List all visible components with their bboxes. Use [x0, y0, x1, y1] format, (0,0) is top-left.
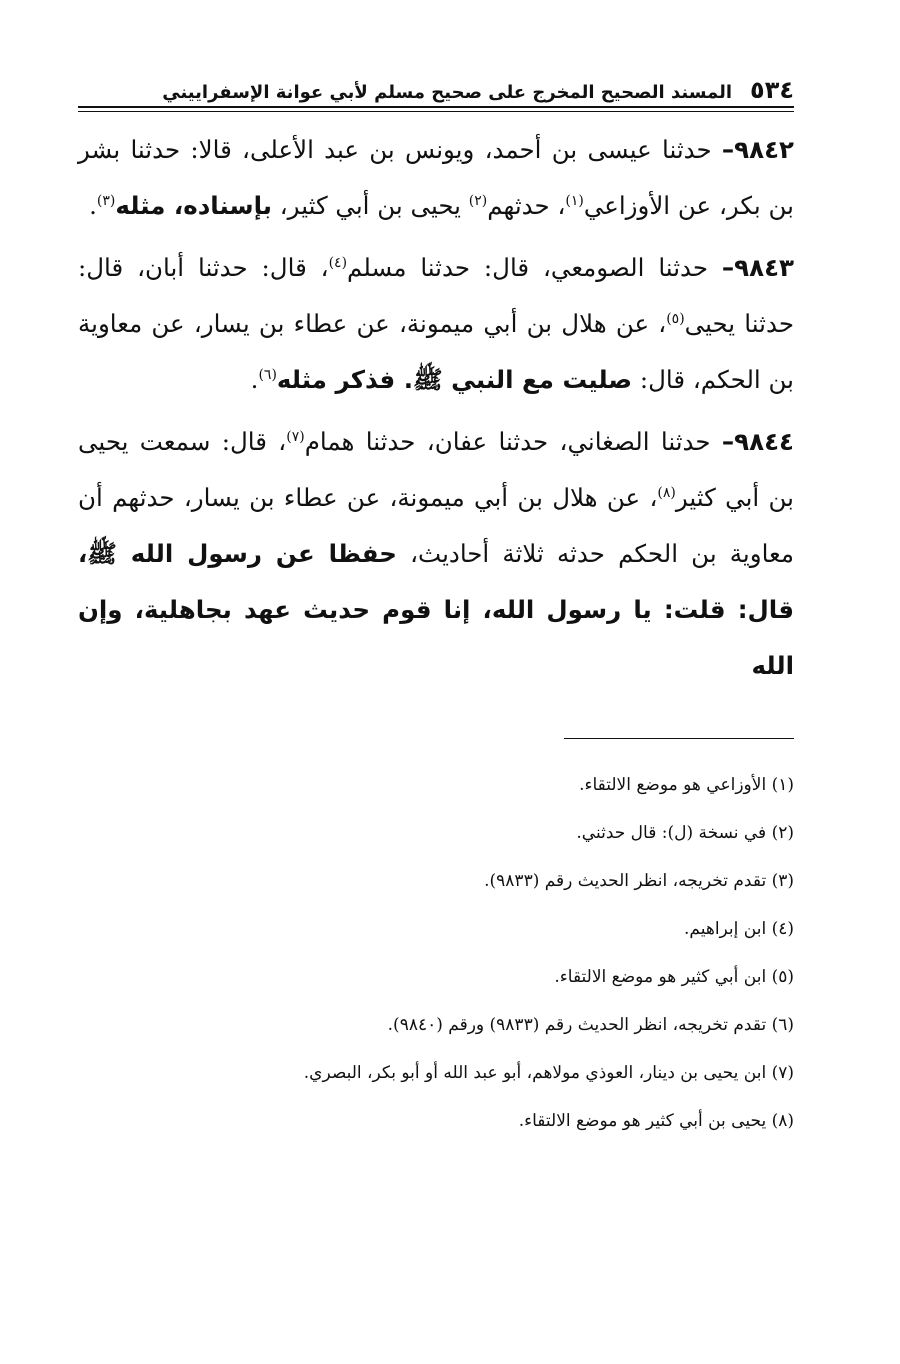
running-header [78, 58, 794, 108]
hadith-text: حدثنا عيسى بن أحمد، ويونس بن عبد الأعلى، قالا: حدثنا بشر بن بكر، عن الأوزاعي [78, 135, 794, 220]
hadith-text: حدثنا الصغاني، حدثنا عفان، حدثنا همام [304, 427, 722, 456]
footnote-marker[interactable]: (٢) [468, 192, 488, 209]
hadith-bold-text: صليت مع النبي ﷺ. فذكر مثله [276, 365, 633, 394]
hadith-text: ، قال: حدثنا أبان، قال: حدثنا يحيى [78, 253, 794, 338]
footnote-marker[interactable]: (٥) [666, 310, 685, 327]
main-text [78, 122, 794, 694]
footnote-marker[interactable]: (٣) [96, 192, 116, 209]
footnote-3: (٣) تقدم تخريجه، انظر الحديث رقم (٩٨٣٣). [484, 871, 794, 891]
hadith-text: ، عن هلال بن أبي ميمونة، عن عطاء بن يسار، عن معاوية بن الحكم، قال: [78, 309, 794, 394]
hadith-text: ، قال: سمعت يحيى بن أبي كثير [78, 427, 795, 512]
hadith-text: يحيى بن أبي كثير، [271, 191, 469, 220]
hadith-text: ، عن هلال بن أبي ميمونة، عن عطاء بن يسار، حدثهم أن معاوية بن الحكم حدثه ثلاثة أحاديث، [78, 483, 794, 568]
footnote-divider [564, 738, 794, 739]
book-page [78, 58, 794, 1318]
footnote-4: (٤) ابن إبراهيم. [684, 919, 794, 939]
hadith-bold-text: حفظا عن رسول الله ﷺ، قال: قلت: يا رسول الله، إنا قوم حديث عهد بجاهلية، وإن الله [78, 539, 794, 680]
hadith-bold-text: بإسناده، مثله [115, 191, 272, 220]
hadith-9842 [78, 122, 794, 234]
hadith-text: ، حدثهم [487, 191, 566, 220]
hadith-text: . [89, 191, 97, 220]
footnote-marker[interactable]: (١) [565, 192, 584, 209]
hadith-9844 [78, 414, 794, 694]
hadith-text: حدثنا الصومعي، قال: حدثنا مسلم [347, 253, 722, 282]
footnote-marker[interactable]: (٤) [328, 254, 348, 271]
footnote-5: (٥) ابن أبي كثير هو موضع الالتقاء. [554, 967, 794, 987]
footnote-marker[interactable]: (٦) [258, 366, 277, 383]
running-title: المسند الصحيح المخرج على صحيح مسلم لأبي عوانة الإسفراييني [162, 82, 733, 103]
footnote-6: (٦) تقدم تخريجه، انظر الحديث رقم (٩٨٣٣) ورقم (٩٨٤٠). [387, 1015, 794, 1035]
hadith-number: ٩٨٤٣– [721, 253, 794, 282]
footnote-marker[interactable]: (٧) [286, 428, 305, 445]
footnotes-list [78, 761, 794, 1145]
footnote-2: (٢) في نسخة (ل): قال حدثني. [576, 823, 794, 843]
hadith-number: ٩٨٤٢– [721, 135, 794, 164]
footnote-7: (٧) ابن يحيى بن دينار، العوذي مولاهم، أبو عبد الله أو أبو بكر، البصري. [303, 1063, 794, 1083]
footnote-1: (١) الأوزاعي هو موضع الالتقاء. [579, 775, 794, 795]
hadith-text: . [250, 365, 259, 394]
footnote-8: (٨) يحيى بن أبي كثير هو موضع الالتقاء. [518, 1111, 794, 1131]
hadith-number: ٩٨٤٤– [721, 427, 794, 456]
page-number: ٥٣٤ [750, 76, 794, 104]
footnote-marker[interactable]: (٨) [657, 484, 676, 501]
hadith-9843 [78, 240, 794, 408]
